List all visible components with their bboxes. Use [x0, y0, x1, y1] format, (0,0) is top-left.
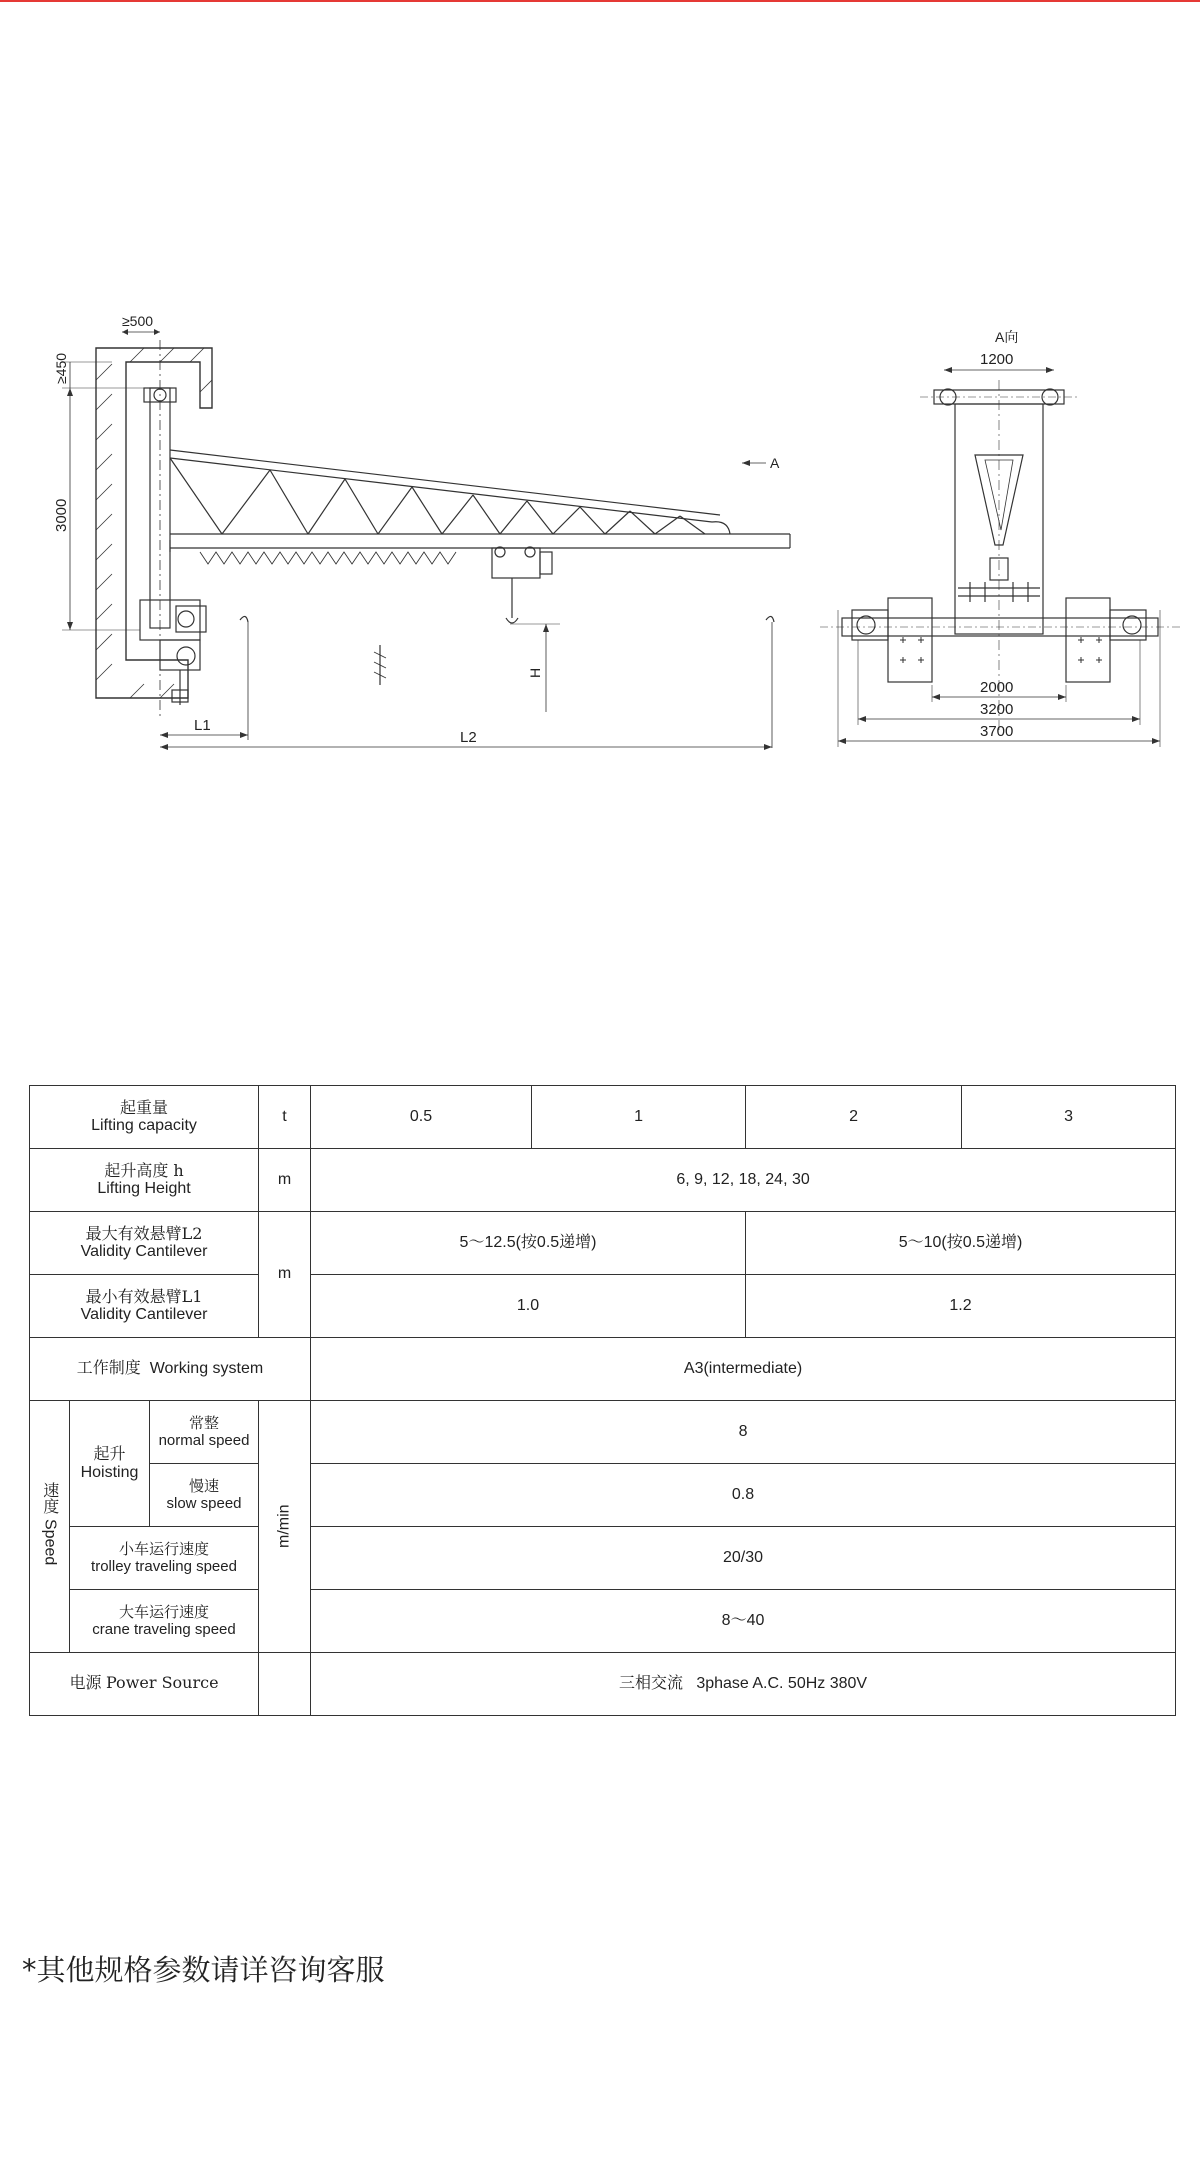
- label-working-system: 工作制度 Working system: [30, 1338, 311, 1401]
- label-normal-speed: 常整 normal speed: [150, 1401, 259, 1464]
- wall-hatch: [96, 348, 212, 698]
- row-lifting-capacity: [30, 1086, 1176, 1149]
- label-slow-speed: 慢速 slow speed: [150, 1464, 259, 1527]
- dim-l2: L2: [460, 729, 477, 746]
- min-cantilever-value: 1.2: [746, 1275, 1176, 1338]
- truss-jib: [170, 450, 790, 552]
- label-trolley-speed: 小车运行速度 trolley traveling speed: [70, 1527, 259, 1590]
- unit-speed: m/min: [259, 1401, 311, 1653]
- unit-cantilever: m: [259, 1212, 311, 1338]
- label-lifting-capacity: 起重量 Lifting capacity: [30, 1086, 259, 1149]
- min-cantilever-value: 1.0: [311, 1275, 746, 1338]
- power-source-value: 三相交流 3phase A.C. 50Hz 380V: [311, 1653, 1176, 1716]
- label-power-source: 电源 Power Source: [30, 1653, 259, 1716]
- row-power-source: [30, 1653, 1176, 1716]
- slow-speed-value: 0.8: [311, 1464, 1176, 1527]
- working-system-value: A3(intermediate): [311, 1338, 1176, 1401]
- normal-speed-value: 8: [311, 1401, 1176, 1464]
- dim-top: ≥500: [122, 313, 154, 329]
- front-view: [820, 329, 1180, 747]
- wall-outline: [96, 348, 212, 698]
- dim-left-top: ≥450: [53, 352, 69, 384]
- label-lifting-height: 起升高度 h Lifting Height: [30, 1149, 259, 1212]
- row-speed-trolley: [30, 1527, 1176, 1590]
- dim-3200: 3200: [980, 701, 1014, 718]
- crane-speed-value: 8～40: [311, 1590, 1176, 1653]
- dim-2000: 2000: [980, 679, 1014, 696]
- max-cantilever-value: 5～10(按0.5递增): [746, 1212, 1176, 1275]
- front-column: [955, 404, 1043, 634]
- dim-height: 3000: [53, 498, 70, 532]
- side-view: [53, 313, 790, 750]
- view-arrow-label: A: [770, 455, 780, 471]
- crane-technical-drawing: [0, 300, 1200, 770]
- spec-table: [29, 1085, 1176, 1716]
- front-view-title: A向: [995, 329, 1019, 345]
- trolley-speed-value: 20/30: [311, 1527, 1176, 1590]
- dim-1200: 1200: [980, 351, 1014, 368]
- dim-l1: L1: [194, 717, 211, 734]
- row-speed-slow: [30, 1464, 1176, 1527]
- dim-3700: 3700: [980, 723, 1014, 740]
- unit-m: m: [259, 1149, 311, 1212]
- label-min-cantilever: 最小有效悬臂L1 Validity Cantilever: [30, 1275, 259, 1338]
- row-min-cantilever: [30, 1275, 1176, 1338]
- row-speed-normal: [30, 1401, 1176, 1464]
- capacity-value: 0.5: [311, 1086, 532, 1149]
- capacity-value: 3: [962, 1086, 1176, 1149]
- top-accent-line: [0, 0, 1200, 2]
- label-hoisting: 起升 Hoisting: [70, 1401, 150, 1527]
- max-cantilever-value: 5～12.5(按0.5递增): [311, 1212, 746, 1275]
- label-speed: 速度 Speed: [30, 1401, 70, 1653]
- capacity-value: 2: [746, 1086, 962, 1149]
- lifting-height-value: 6, 9, 12, 18, 24, 30: [311, 1149, 1176, 1212]
- festoon-cable: [200, 552, 456, 564]
- row-speed-crane: [30, 1590, 1176, 1653]
- row-working-system: [30, 1338, 1176, 1401]
- label-crane-speed: 大车运行速度 crane traveling speed: [70, 1590, 259, 1653]
- row-max-cantilever: [30, 1212, 1176, 1275]
- dim-h: H: [527, 667, 543, 678]
- capacity-value: 1: [532, 1086, 746, 1149]
- unit-power: [259, 1653, 311, 1716]
- hoist-trolley: [492, 547, 552, 623]
- footnote: *其他规格参数请详咨询客服: [22, 1953, 385, 1987]
- unit-t: t: [259, 1086, 311, 1149]
- row-lifting-height: [30, 1149, 1176, 1212]
- label-max-cantilever: 最大有效悬臂L2 Validity Cantilever: [30, 1212, 259, 1275]
